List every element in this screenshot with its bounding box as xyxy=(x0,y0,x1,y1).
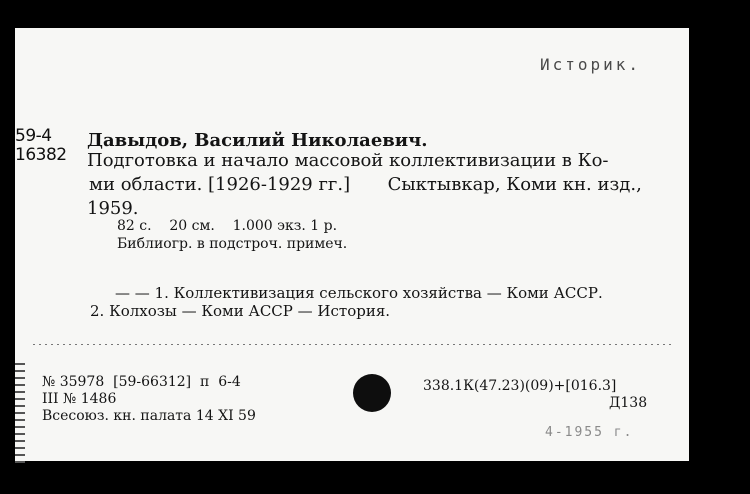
ink-blot xyxy=(353,374,391,412)
classification-index: 338.1К(47.23)(09)+[016.3] xyxy=(423,378,617,394)
shelf-mark-top: 59-4 xyxy=(15,126,52,146)
imprint: Сыктывкар, Коми кн. изд., xyxy=(387,174,642,195)
faded-stamp: 4-1955 г. xyxy=(545,425,634,440)
dashed-rule xyxy=(33,344,673,345)
physical-description: 82 с. 20 см. 1.000 экз. 1 р. xyxy=(117,218,338,234)
handwritten-header: Историк. xyxy=(540,55,642,74)
title-line-1: Подготовка и начало массовой коллективизации в Ко- xyxy=(87,150,609,171)
imprint-year: 1959. xyxy=(87,198,139,219)
title-text: ми области. [1926-1929 гг.] xyxy=(89,174,351,195)
shelf-mark-bottom: 16382 xyxy=(15,145,67,165)
title-line-2 xyxy=(89,174,642,195)
book-chamber: Всесоюз. кн. палата 14 XI 59 xyxy=(42,408,256,424)
bibliography-note: Библиогр. в подстроч. примеч. xyxy=(117,236,348,252)
subjects-line-2: 2. Колхозы — Коми АССР — История. xyxy=(90,302,391,320)
author-name: Давыдов, Василий Николаевич. xyxy=(87,130,428,151)
card-edge-marks xyxy=(15,363,25,463)
subjects-line-1: — — 1. Коллективизация сельского хозяйства — Коми АССР. xyxy=(115,284,603,302)
author-mark: Д138 xyxy=(609,395,648,411)
registration-number-2: III № 1486 xyxy=(42,391,117,407)
registration-number: № 35978 [59-66312] п 6-4 xyxy=(42,374,241,390)
catalog-card xyxy=(15,28,689,461)
